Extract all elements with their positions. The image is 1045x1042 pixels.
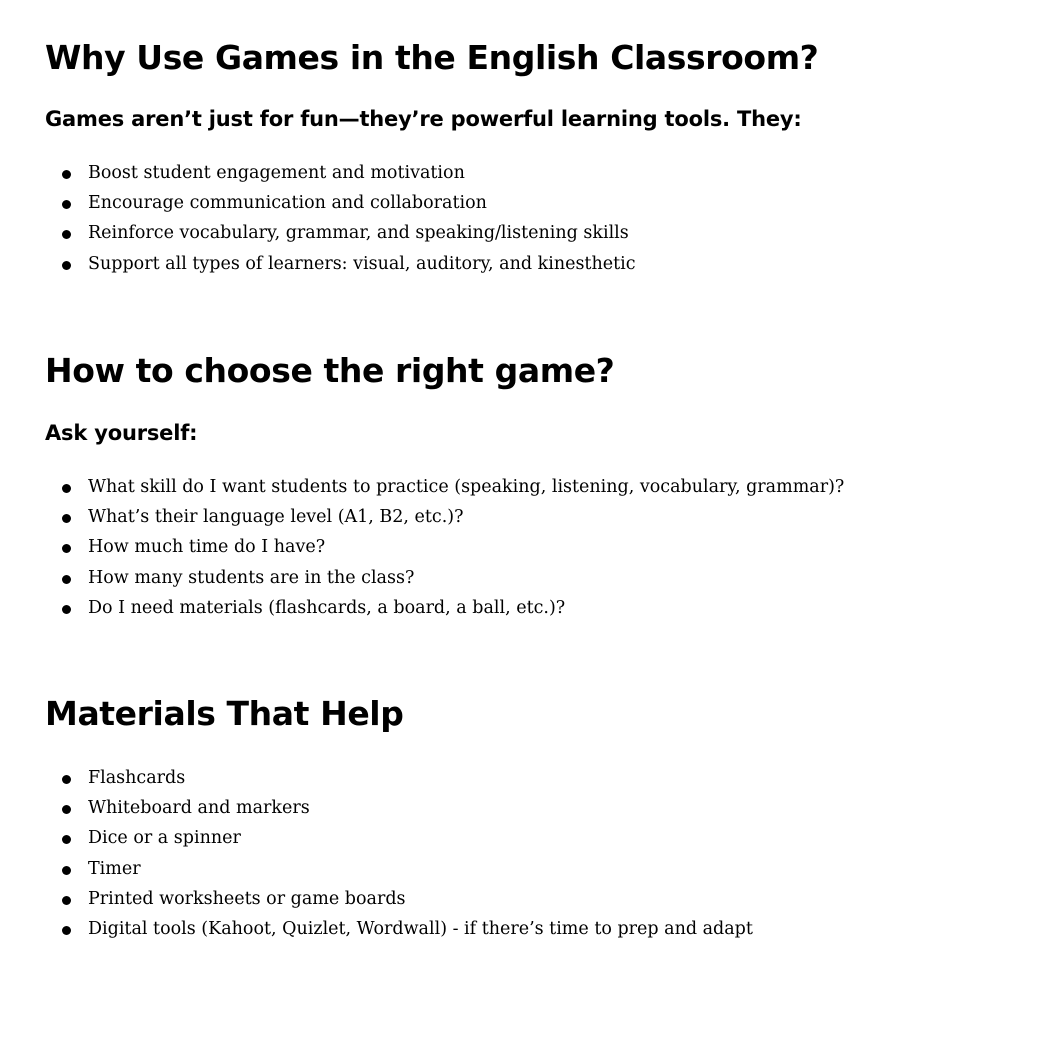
materials-list [45,763,753,944]
list-item [45,914,753,944]
list-item-text: Boost student engagement and motivation [88,163,465,183]
bullet-icon [62,926,71,935]
bullet-icon [62,200,71,209]
list-item [45,793,753,823]
bullet-icon [62,514,71,523]
list-item [45,854,753,884]
list-item-text: What’s their language level (A1, B2, etc.)? [88,507,464,528]
bullet-icon [62,835,71,844]
bullet-icon [62,544,71,553]
bullet-icon [62,230,71,239]
list-item [45,158,636,188]
list-item-text: Do I need materials (flashcards, a board, a ball, etc.)? [88,597,566,618]
list-item [45,763,753,793]
list-item-text: Printed worksheets or game boards [88,888,406,909]
list-item-text: Dice or a spinner [88,828,241,849]
section-heading-materials: Materials That Help [45,694,404,733]
list-item-text: Timer [88,858,141,879]
list-item-text: How many students are in the class? [88,567,415,588]
bullet-icon [62,896,71,905]
list-item-text: Reinforce vocabulary, grammar, and speaking/listening skills [88,223,629,244]
list-item-text: Support all types of learners: visual, auditory, and kinesthetic [88,253,636,274]
list-item [45,502,844,532]
list-item-text: Digital tools (Kahoot, Quizlet, Wordwall) - if there’s time to prep and adapt [88,919,753,940]
list-item [45,593,844,623]
list-item-text: Encourage communication and collaboration [88,193,487,214]
bullet-icon [62,484,71,493]
list-item [45,472,844,502]
questions-list [45,472,844,623]
list-item [45,563,844,593]
list-item [45,188,636,218]
bullet-icon [62,866,71,875]
list-item [45,218,636,248]
section-subheading-choose-game: Ask yourself: [45,421,198,445]
section-subheading-why-games: Games aren’t just for fun—they’re powerful learning tools. They: [45,107,802,131]
bullet-icon [62,775,71,784]
bullet-icon [62,261,71,270]
list-item [45,532,844,562]
bullet-icon [62,575,71,584]
section-heading-choose-game: How to choose the right game? [45,351,615,390]
list-item [45,884,753,914]
list-item-text: Whiteboard and markers [88,798,310,819]
list-item-text: What skill do I want students to practice (speaking, listening, vocabulary, grammar)? [88,477,845,497]
section-heading-why-games: Why Use Games in the English Classroom? [45,38,819,77]
list-item-text: How much time do I have? [88,537,326,558]
list-item-text: Flashcards [88,768,186,788]
bullet-icon [62,605,71,614]
bullet-icon [62,170,71,179]
benefits-list [45,158,636,279]
bullet-icon [62,805,71,814]
list-item [45,249,636,279]
list-item [45,823,753,853]
